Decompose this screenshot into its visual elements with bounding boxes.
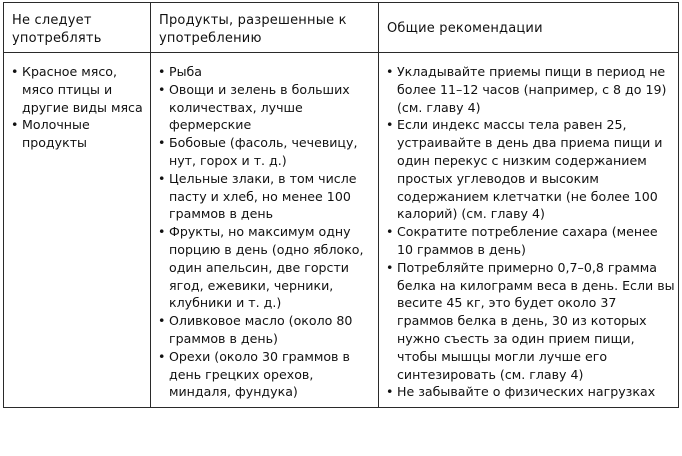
table-row (4, 53, 679, 408)
list-item (156, 81, 375, 134)
bullet-icon: • (386, 117, 394, 133)
list-item (384, 223, 675, 259)
list-item-text: Оливковое масло (около 80 граммов в день) (169, 313, 353, 346)
allowed-list (156, 63, 375, 401)
list-item (384, 259, 675, 384)
list-item-text: Фрукты, но максимум одну порцию в день (одно яблоко, один апельсин, две горсти ягод, ежевики, черники, клубники и т. д.) (169, 224, 364, 311)
list-item (384, 116, 675, 223)
list-item-text: Сократите потребление сахара (менее 10 граммов в день) (397, 224, 658, 257)
diet-recommendations-table (3, 2, 679, 408)
list-item (384, 63, 675, 116)
list-item (156, 312, 375, 348)
list-item-text: Укладывайте приемы пищи в период не более 11–12 часов (например, с 8 до 19) (см. главу 4) (397, 64, 667, 115)
list-item (156, 134, 375, 170)
list-item-text: Красное мясо, мясо птицы и другие виды мяса (22, 64, 143, 115)
bullet-icon: • (158, 224, 166, 240)
bullet-icon: • (386, 384, 394, 400)
list-item (156, 63, 375, 81)
list-item-text: Не забывайте о физических нагрузках (397, 384, 656, 400)
table-header-row (4, 3, 679, 53)
bullet-icon: • (386, 259, 394, 275)
list-item-text: Бобовые (фасоль, чечевицу, нут, горох и т. д.) (169, 135, 358, 168)
bullet-icon: • (11, 64, 19, 79)
list-item-text: Потребляйте примерно 0,7–0,8 грамма белка на килограмм веса в день. Если вы весите 45 кг, это будет около 37 граммов белка в день, 30 из которых нужно съесть за один прием пищи, чтобы мышцы могли лучше его синтезировать (см. главу 4) (397, 259, 675, 382)
bullet-icon: • (386, 64, 394, 79)
bullet-icon: • (158, 81, 166, 97)
list-item (384, 383, 675, 401)
avoid-list (9, 63, 147, 152)
bullet-icon: • (158, 313, 166, 329)
list-item-text: Если индекс массы тела равен 25, устраивайте в день два приема пищи и один перекус с низким содержанием простых углеводов и высоким содержанием клетчатки (не более 100 калорий) (см. главу 4) (397, 117, 663, 222)
bullet-icon: • (158, 64, 166, 79)
list-item-text: Цельные злаки, в том числе пасту и хлеб, но менее 100 граммов в день (169, 170, 357, 222)
list-item (156, 170, 375, 223)
list-item-text: Орехи (около 30 граммов в день грецких орехов, миндаля, фундука) (169, 348, 350, 400)
list-item-text: Овощи и зелень в больших количествах, лучше фермерские (169, 81, 350, 133)
cell-recommendations (379, 53, 679, 408)
bullet-icon: • (158, 170, 166, 186)
list-item (156, 223, 375, 312)
cell-avoid (4, 53, 151, 408)
recommendations-list (384, 63, 675, 401)
bullet-icon: • (11, 117, 19, 133)
cell-allowed (151, 53, 379, 408)
bullet-icon: • (386, 224, 394, 240)
bullet-icon: • (158, 135, 166, 151)
list-item (9, 63, 147, 116)
header-recommendations: Общие рекомендации (379, 3, 679, 53)
list-item-text: Рыба (169, 64, 203, 79)
header-allowed: Продукты, разрешенные к употреблению (151, 3, 379, 53)
bullet-icon: • (158, 348, 166, 364)
header-avoid: Не следует употреблять (4, 3, 151, 53)
list-item (156, 348, 375, 401)
list-item-text: Молочные продукты (22, 117, 90, 151)
list-item (9, 116, 147, 152)
